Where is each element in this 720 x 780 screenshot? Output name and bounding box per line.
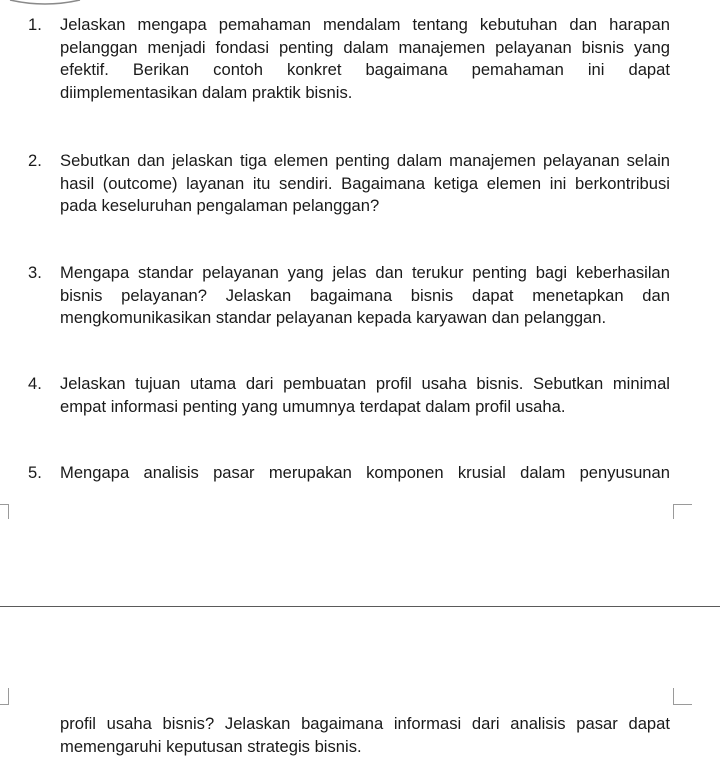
question-5-continuation: profil usaha bisnis? Jelaskan bagaimana informasi dari analisis pasar dapat memengaruhi keputusan strategis bisnis.	[60, 714, 670, 756]
question-number: 5.	[28, 463, 42, 482]
question-text: Jelaskan mengapa pemahaman mendalam tentang kebutuhan dan harapan pelanggan menjadi fondasi penting dalam manajemen pelayanan bisnis yang efektif. Berikan contoh konkret bagaimana pemahaman ini dapat diimplementasikan dalam praktik bisnis.	[60, 15, 670, 102]
page-break-divider	[0, 606, 720, 607]
question-text: Jelaskan tujuan utama dari pembuatan profil usaha bisnis. Sebutkan minimal empat informasi penting yang umumnya terdapat dalam profil usaha.	[60, 374, 670, 416]
question-text: Mengapa standar pelayanan yang jelas dan terukur penting bagi keberhasilan bisnis pelayanan? Jelaskan bagaimana bisnis dapat menetapkan dan mengkomunikasikan standar pelayanan kepada karyawan dan pelanggan.	[60, 263, 670, 327]
page-top-edge	[0, 0, 90, 6]
crop-mark	[673, 688, 692, 705]
crop-mark	[0, 688, 9, 705]
question-5	[28, 462, 670, 485]
question-text: Sebutkan dan jelaskan tiga elemen penting dalam manajemen pelayanan selain hasil (outcome) layanan itu sendiri. Bagaimana ketiga elemen ini berkontribusi pada keseluruhan pengalaman pelanggan?	[60, 151, 670, 215]
question-number: 4.	[28, 374, 42, 393]
question-number: 2.	[28, 151, 42, 170]
question-number: 1.	[28, 15, 42, 34]
question-4	[28, 373, 670, 418]
question-text: Mengapa analisis pasar merupakan komponen krusial dalam penyusunan	[60, 463, 670, 482]
question-number: 3.	[28, 263, 42, 282]
crop-mark	[0, 504, 9, 519]
crop-mark	[673, 504, 692, 519]
question-3	[28, 262, 670, 330]
question-1	[28, 14, 670, 104]
question-2	[28, 150, 670, 218]
